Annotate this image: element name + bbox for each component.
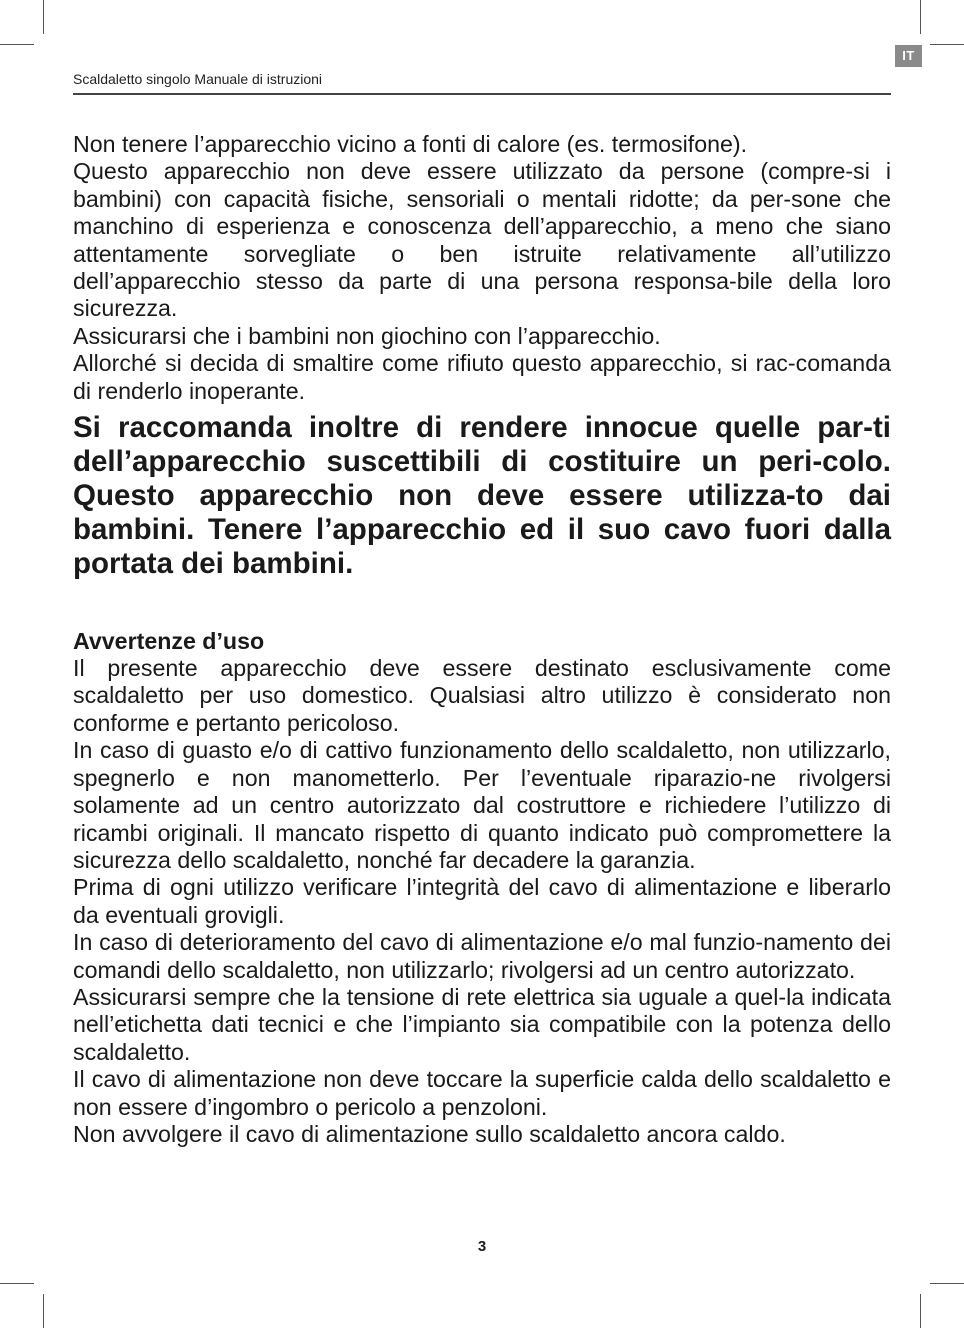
paragraph: Non tenere l’apparecchio vicino a fonti di calore (es. termosifone).	[73, 131, 748, 157]
section-paragraph: Assicurarsi sempre che la tensione di rete elettrica sia uguale a quel-la indicata nell’etichetta dati tecnici e che l’impianto sia compatibile con la potenza dello scaldaletto.	[73, 983, 891, 1065]
crop-mark-bottom-right-horizontal	[930, 1283, 964, 1284]
crop-mark-bottom-right-vertical	[920, 1294, 921, 1328]
section-paragraph: Non avvolgere il cavo di alimentazione sullo scaldaletto ancora caldo.	[73, 1120, 786, 1147]
page-content	[73, 131, 891, 1148]
bold-warning-paragraph: Si raccomanda inoltre di rendere innocue quelle par-ti dell’apparecchio suscettibili di costituire un peri-colo. Questo apparecchio non deve essere utilizza-to dai bambini. Tenere l’apparecchio ed il suo cavo fuori dalla portata dei bambini.	[73, 411, 891, 581]
crop-mark-top-left-vertical	[43, 0, 44, 34]
header-divider	[73, 93, 891, 95]
section-paragraph: Prima di ogni utilizzo verificare l’integrità del cavo di alimentazione e liberarlo da eventuali grovigli.	[73, 874, 891, 928]
section-paragraph: Il cavo di alimentazione non deve toccare la superficie calda dello scaldaletto e non essere d’ingombro o pericolo a penzoloni.	[73, 1066, 891, 1120]
page-number: 3	[477, 1238, 487, 1255]
paragraph: Assicurarsi che i bambini non giochino con l’apparecchio.	[73, 322, 661, 349]
crop-mark-bottom-left-vertical	[43, 1294, 44, 1328]
section-title: Avvertenze d’uso	[73, 628, 265, 655]
section-paragraph: In caso di guasto e/o di cattivo funzionamento dello scaldaletto, non utilizzarlo, spegnerlo e non manometterlo. Per l’eventuale riparazio-ne rivolgersi solamente ad un centro autorizzato dal costruttore e richiedere l’utilizzo di ricambi originali. Il mancato rispetto di quanto indicato può compromettere la sicurezza dello scaldaletto, nonché far decadere la garanzia.	[73, 737, 891, 873]
running-header-title: Scaldaletto singolo Manuale di istruzioni	[73, 71, 323, 87]
language-badge: IT	[895, 45, 922, 67]
paragraph: Allorché si decida di smaltire come rifiuto questo apparecchio, si rac-comanda di renderlo inoperante.	[73, 350, 891, 404]
section-paragraph: In caso di deterioramento del cavo di alimentazione e/o mal funzio-namento dei comandi dello scaldaletto, non utilizzarlo; rivolgersi ad un centro autorizzato.	[73, 929, 891, 983]
crop-mark-bottom-left-horizontal	[0, 1283, 34, 1284]
section-paragraph: Il presente apparecchio deve essere destinato esclusivamente come scaldaletto per uso domestico. Qualsiasi altro utilizzo è considerato non conforme e pertanto pericoloso.	[73, 655, 891, 736]
paragraph: Questo apparecchio non deve essere utilizzato da persone (compre-si i bambini) con capacità fisiche, sensoriali o mentali ridotte; da per-sone che manchino di esperienza e conoscenza dell’apparecchio, a meno che siano attentamente sorvegliate o ben istruite relativamente all’utilizzo dell’apparecchio stesso da parte di una persona responsa-bile della loro sicurezza.	[73, 158, 891, 322]
crop-mark-top-right-vertical	[920, 0, 921, 34]
crop-mark-top-left-horizontal	[0, 44, 34, 45]
crop-mark-top-right-horizontal	[930, 44, 964, 45]
